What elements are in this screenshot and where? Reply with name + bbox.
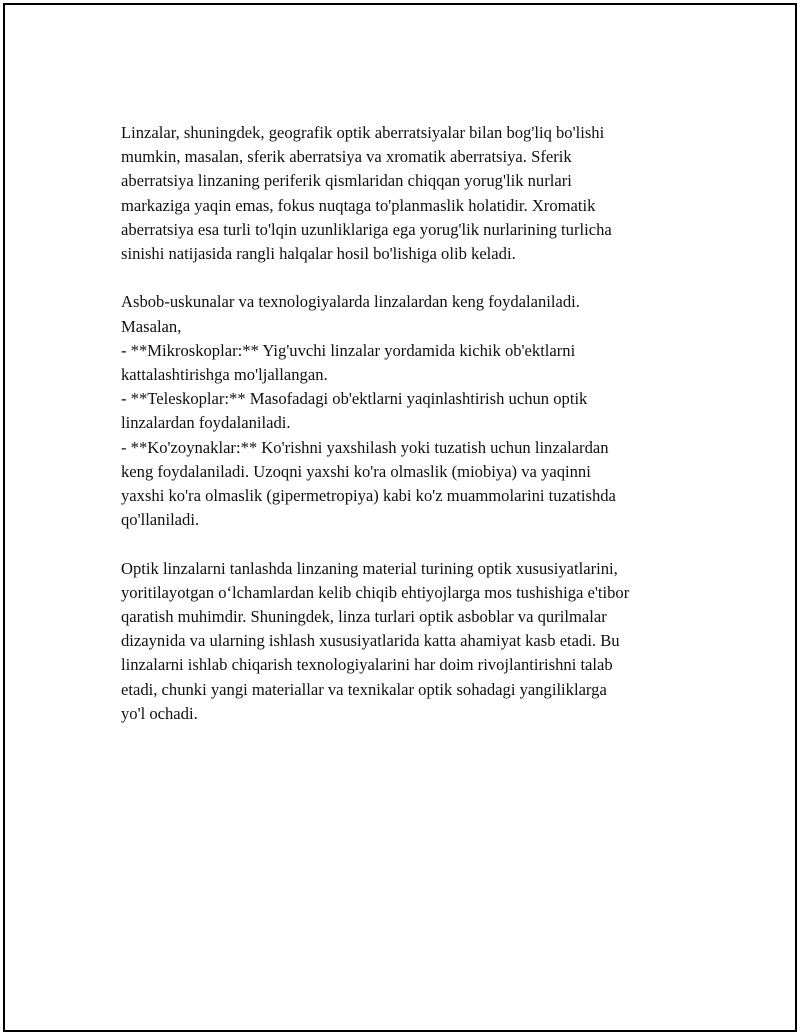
text-line: yo'l ochadi.: [121, 703, 198, 723]
text-line: sinishi natijasida rangli halqalar hosil bo'lishiga olib keladi.: [121, 244, 516, 264]
document-page: [3, 3, 797, 1032]
text-line: kattalashtirishga mo'ljallangan.: [121, 365, 328, 385]
text-line: Linzalar, shuningdek, geografik optik aberratsiyalar bilan bog'liq bo'lishi: [121, 123, 605, 142]
text-line: markaziga yaqin emas, fokus nuqtaga to'planmaslik holatidir. Xromatik: [121, 195, 596, 215]
text-line: mumkin, masalan, sferik aberratsiya va xromatik aberratsiya. Sferik: [121, 147, 572, 167]
paragraph-aberrations: [121, 121, 681, 266]
text-line: yoritilayotgan o‘lchamlardan kelib chiqib ehtiyojlarga mos tushishiga e'tibor: [121, 582, 630, 602]
text-line: linzalardan foydalaniladi.: [121, 413, 291, 433]
text-line: yaxshi ko'ra olmaslik (gipermetropiya) kabi ko'z muammolarini tuzatishda: [121, 486, 616, 506]
document-body: [121, 121, 681, 750]
list-item-telescopes: - **Teleskoplar:** Masofadagi ob'ektlarni yaqinlashtirish uchun optik: [121, 389, 588, 409]
text-line: Optik linzalarni tanlashda linzaning material turining optik xususiyatlarini,: [121, 558, 618, 578]
list-item-eyeglasses: - **Ko'zoynaklar:** Ko'rishni yaxshilash yoki tuzatish uchun linzalardan: [121, 437, 609, 457]
text-line: aberratsiya esa turli to'lqin uzunliklariga ega yorug'lik nurlarining turlicha: [121, 219, 612, 239]
text-line: etadi, chunki yangi materiallar va texnikalar optik sohadagi yangiliklarga: [121, 679, 607, 699]
text-line: linzalarni ishlab chiqarish texnologiyalarini har doim rivojlantirishni talab: [121, 655, 613, 675]
text-line: keng foydalaniladi. Uzoqni yaxshi ko'ra olmaslik (miobiya) va yaqinni: [121, 461, 591, 481]
paragraph-applications: [121, 290, 681, 532]
text-line: qo'llaniladi.: [121, 510, 200, 530]
text-line: dizaynida va ularning ishlash xususiyatlarida katta ahamiyat kasb etadi. Bu: [121, 631, 620, 651]
text-line: Masalan,: [121, 316, 182, 336]
text-line: aberratsiya linzaning periferik qismlaridan chiqqan yorug'lik nurlari: [121, 171, 572, 191]
text-line: qaratish muhimdir. Shuningdek, linza turlari optik asboblar va qurilmalar: [121, 607, 607, 627]
list-item-microscopes: - **Mikroskoplar:** Yig'uvchi linzalar yordamida kichik ob'ektlarni: [121, 340, 576, 360]
text-line: Asbob-uskunalar va texnologiyalarda linzalardan keng foydalaniladi.: [121, 292, 580, 312]
paragraph-selection: [121, 557, 681, 726]
